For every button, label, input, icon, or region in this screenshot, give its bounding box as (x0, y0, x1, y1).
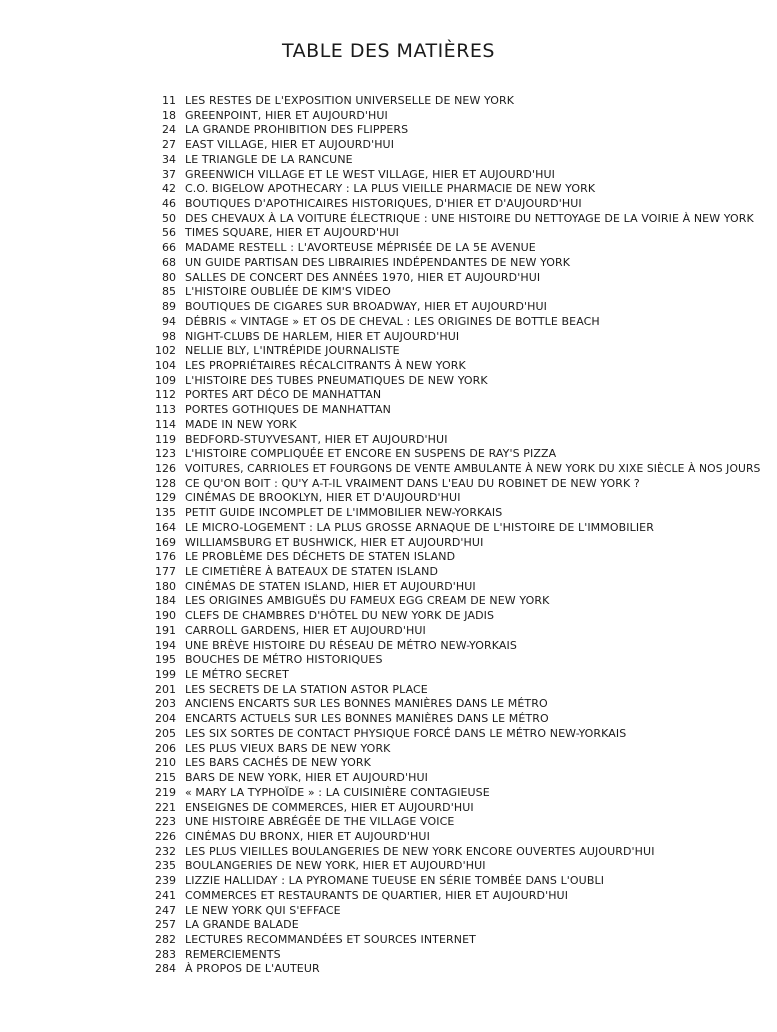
toc-page-number: 126 (155, 461, 176, 475)
toc-page-number: 215 (155, 771, 176, 785)
toc-entry (130, 697, 750, 712)
toc-entry (130, 874, 750, 889)
toc-page-number: 119 (155, 432, 176, 446)
toc-entry-title: REMERCIEMENTS (185, 947, 281, 961)
toc-entry (130, 683, 750, 698)
toc-entry-title: L'HISTOIRE COMPLIQUÉE ET ENCORE EN SUSPENS DE RAY'S PIZZA (185, 447, 557, 461)
toc-entry-title: CARROLL GARDENS, HIER ET AUJOURD'HUI (185, 623, 426, 637)
toc-page-number: 112 (155, 388, 176, 402)
toc-entry (130, 403, 750, 418)
toc-page-number: 98 (162, 329, 176, 343)
toc-entry-title: UN GUIDE PARTISAN DES LIBRAIRIES INDÉPENDANTES DE NEW YORK (185, 255, 571, 269)
toc-entry (130, 197, 750, 212)
toc-entry (130, 712, 750, 727)
toc-page-number: 109 (155, 373, 176, 387)
toc-entry (130, 359, 750, 374)
toc-page-number: 42 (162, 182, 176, 196)
toc-page-number: 169 (155, 535, 176, 549)
toc-entry-title: DÉBRIS « VINTAGE » ET OS DE CHEVAL : LES ORIGINES DE BOTTLE BEACH (185, 314, 600, 328)
toc-page-number: 219 (155, 785, 176, 799)
toc-entry (130, 933, 750, 948)
toc-page-number: 241 (155, 888, 176, 902)
toc-entry (130, 904, 750, 919)
toc-page-number: 184 (155, 594, 176, 608)
toc-page-number: 56 (162, 226, 176, 240)
toc-page-number: 11 (162, 94, 176, 107)
toc-entry-title: COMMERCES ET RESTAURANTS DE QUARTIER, HIER ET AUJOURD'HUI (185, 888, 569, 902)
toc-entry-title: CE QU'ON BOIT : QU'Y A-T-IL VRAIMENT DANS L'EAU DU ROBINET DE NEW YORK ? (185, 476, 640, 490)
toc-entry (130, 918, 750, 933)
toc-entry-title: LES RESTES DE L'EXPOSITION UNIVERSELLE DE NEW YORK (185, 94, 515, 107)
toc-entry-title: LE CIMETIÈRE À BATEAUX DE STATEN ISLAND (185, 565, 439, 578)
toc-entry (130, 491, 750, 506)
toc-entry-title: CLEFS DE CHAMBRES D'HÔTEL DU NEW YORK DE JADIS (185, 609, 495, 623)
toc-entry-title: WILLIAMSBURG ET BUSHWICK, HIER ET AUJOURD'HUI (185, 535, 484, 549)
toc-entry-title: ENSEIGNES DE COMMERCES, HIER ET AUJOURD'HUI (185, 800, 474, 814)
toc-page-number: 102 (155, 344, 176, 358)
toc-page-number: 123 (155, 447, 176, 461)
toc-entry-title: CINÉMAS DE BROOKLYN, HIER ET D'AUJOURD'HUI (185, 491, 461, 505)
toc-entry (130, 433, 750, 448)
toc-entry (130, 138, 750, 153)
toc-page-number: 104 (155, 358, 176, 372)
toc-entry-title: NELLIE BLY, L'INTRÉPIDE JOURNALISTE (185, 344, 400, 358)
toc-entry-title: MADAME RESTELL : L'AVORTEUSE MÉPRISÉE DE LA 5E AVENUE (185, 241, 536, 255)
toc-entry-title: LECTURES RECOMMANDÉES ET SOURCES INTERNET (185, 932, 476, 946)
toc-page-number: 128 (155, 476, 176, 490)
toc-entry (130, 624, 750, 639)
toc-page-number: 206 (155, 741, 176, 755)
toc-entry (130, 461, 761, 477)
toc-page-number: 210 (155, 756, 176, 770)
toc-entry-title: L'HISTOIRE DES TUBES PNEUMATIQUES DE NEW YORK (185, 373, 488, 387)
toc-page-number: 223 (155, 815, 176, 829)
toc-entry (130, 845, 750, 860)
toc-entry-title: CINÉMAS DE STATEN ISLAND, HIER ET AUJOURD'HUI (185, 579, 476, 593)
toc-entry (130, 521, 750, 536)
toc-entry-title: PORTES ART DÉCO DE MANHATTAN (185, 388, 382, 402)
toc-page-number: 199 (155, 668, 176, 682)
toc-entry-title: BOULANGERIES DE NEW YORK, HIER ET AUJOURD'HUI (185, 859, 486, 873)
toc-entry (130, 580, 750, 595)
toc-entry-title: LE PROBLÈME DES DÉCHETS DE STATEN ISLAND (185, 550, 456, 564)
toc-entry-title: L'HISTOIRE OUBLIÉE DE KIM'S VIDEO (185, 285, 391, 299)
toc-entry-title: LA GRANDE BALADE (185, 918, 299, 932)
toc-page-number: 221 (155, 800, 176, 814)
toc-entry-title: ENCARTS ACTUELS SUR LES BONNES MANIÈRES DANS LE MÉTRO (185, 712, 549, 726)
toc-page-number: 195 (155, 653, 176, 667)
toc-entry (130, 241, 750, 256)
toc-page-number: 203 (155, 697, 176, 711)
toc-entry-title: LES PLUS VIEUX BARS DE NEW YORK (185, 741, 391, 755)
table-of-contents (130, 94, 761, 977)
toc-page-number: 114 (155, 417, 176, 431)
toc-entry (130, 815, 750, 830)
toc-page-number: 66 (162, 241, 176, 255)
toc-entry-title: LES PLUS VIEILLES BOULANGERIES DE NEW YORK ENCORE OUVERTES AUJOURD'HUI (185, 844, 655, 858)
toc-page-number: 85 (162, 285, 176, 299)
toc-entry (130, 315, 750, 330)
toc-entry-title: SALLES DE CONCERT DES ANNÉES 1970, HIER ET AUJOURD'HUI (185, 270, 541, 284)
toc-entry (130, 756, 750, 771)
toc-page-number: 113 (155, 403, 176, 417)
toc-page-number: 68 (162, 255, 176, 269)
toc-entry (130, 727, 750, 742)
toc-entry (130, 742, 750, 757)
toc-entry (130, 506, 750, 521)
toc-page-number: 129 (155, 491, 176, 505)
toc-entry-title: LE MÉTRO SECRET (185, 668, 289, 682)
toc-page-number: 94 (162, 314, 176, 328)
toc-entry-title: DES CHEVAUX À LA VOITURE ÉLECTRIQUE : UNE HISTOIRE DU NETTOYAGE DE LA VOIRIE À NEW YORK (185, 211, 754, 225)
toc-entry (130, 123, 750, 138)
toc-page-number: 226 (155, 829, 176, 843)
toc-page-number: 89 (162, 300, 176, 314)
toc-entry (130, 168, 750, 183)
toc-entry-title: LES BARS CACHÉS DE NEW YORK (185, 756, 371, 770)
toc-entry (130, 418, 750, 433)
toc-page-number: 80 (162, 270, 176, 284)
toc-entry-title: LE MICRO-LOGEMENT : LA PLUS GROSSE ARNAQUE DE L'HISTOIRE DE L'IMMOBILIER (185, 520, 654, 534)
toc-page-number: 37 (162, 167, 176, 181)
toc-entry (130, 153, 750, 168)
toc-page-number: 27 (162, 138, 176, 152)
toc-entry-title: TIMES SQUARE, HIER ET AUJOURD'HUI (185, 226, 399, 240)
toc-entry-title: PORTES GOTHIQUES DE MANHATTAN (185, 403, 391, 417)
toc-entry (130, 639, 750, 654)
toc-page-number: 177 (155, 565, 176, 578)
toc-entry-title: PETIT GUIDE INCOMPLET DE L'IMMOBILIER NEW-YORKAIS (185, 506, 503, 520)
toc-entry-title: BOUTIQUES D'APOTHICAIRES HISTORIQUES, D'HIER ET D'AUJOURD'HUI (185, 197, 582, 211)
toc-page-number: 180 (155, 579, 176, 593)
toc-entry (130, 344, 750, 359)
toc-entry-title: BEDFORD-STUYVESANT, HIER ET AUJOURD'HUI (185, 432, 448, 446)
toc-page-number: 50 (162, 211, 176, 225)
toc-entry-title: BOUCHES DE MÉTRO HISTORIQUES (185, 653, 383, 667)
toc-entry (130, 609, 750, 624)
toc-page-number: 232 (155, 844, 176, 858)
toc-entry (130, 771, 750, 786)
toc-entry (130, 948, 750, 963)
toc-entry-title: ANCIENS ENCARTS SUR LES BONNES MANIÈRES DANS LE MÉTRO (185, 697, 548, 711)
toc-entry-title: NIGHT-CLUBS DE HARLEM, HIER ET AUJOURD'HUI (185, 329, 460, 343)
toc-entry-title: EAST VILLAGE, HIER ET AUJOURD'HUI (185, 138, 395, 152)
toc-entry (130, 300, 750, 315)
toc-entry-title: UNE BRÈVE HISTOIRE DU RÉSEAU DE MÉTRO NEW-YORKAIS (185, 638, 517, 652)
toc-entry (130, 447, 750, 462)
toc-page-number: 191 (155, 623, 176, 637)
toc-page-number: 205 (155, 726, 176, 740)
toc-entry-title: LE NEW YORK QUI S'EFFACE (185, 903, 341, 917)
toc-entry (130, 668, 750, 683)
toc-entry-title: LIZZIE HALLIDAY : LA PYROMANE TUEUSE EN SÉRIE TOMBÉE DANS L'OUBLI (185, 874, 605, 888)
toc-entry-title: À PROPOS DE L'AUTEUR (185, 962, 320, 976)
toc-entry (130, 182, 750, 197)
toc-page-number: 283 (155, 947, 176, 961)
toc-page-number: 24 (162, 123, 176, 137)
toc-page-number: 190 (155, 609, 176, 623)
toc-page-number: 201 (155, 682, 176, 696)
toc-entry-title: LE TRIANGLE DE LA RANCUNE (185, 152, 353, 166)
toc-entry-title: C.O. BIGELOW APOTHECARY : LA PLUS VIEILLE PHARMACIE DE NEW YORK (185, 182, 596, 196)
toc-page-number: 284 (155, 962, 176, 976)
toc-entry-title: GREENWICH VILLAGE ET LE WEST VILLAGE, HIER ET AUJOURD'HUI (185, 167, 555, 181)
toc-entry (130, 109, 750, 124)
toc-entry-title: VOITURES, CARRIOLES ET FOURGONS DE VENTE AMBULANTE À NEW YORK DU XIXE SIÈCLE À NOS JOURS (185, 461, 761, 475)
toc-entry (130, 374, 750, 389)
toc-page-number: 282 (155, 932, 176, 946)
toc-entry-title: UNE HISTOIRE ABRÉGÉE DE THE VILLAGE VOICE (185, 815, 455, 829)
toc-entry (130, 94, 750, 109)
toc-entry (130, 211, 754, 227)
toc-entry (130, 271, 750, 286)
toc-page-number: 194 (155, 638, 176, 652)
toc-page-number: 204 (155, 712, 176, 726)
toc-page-number: 247 (155, 903, 176, 917)
toc-page-number: 257 (155, 918, 176, 932)
toc-entry (130, 330, 750, 345)
toc-entry-title: LA GRANDE PROHIBITION DES FLIPPERS (185, 123, 409, 137)
toc-entry (130, 550, 750, 565)
toc-entry (130, 536, 750, 551)
toc-page-number: 164 (155, 520, 176, 534)
toc-entry-title: GREENPOINT, HIER ET AUJOURD'HUI (185, 108, 388, 122)
toc-page-number: 235 (155, 859, 176, 873)
toc-entry-title: LES SIX SORTES DE CONTACT PHYSIQUE FORCÉ DANS LE MÉTRO NEW-YORKAIS (185, 726, 627, 740)
toc-entry-title: MADE IN NEW YORK (185, 417, 297, 431)
toc-page-number: 176 (155, 550, 176, 564)
toc-entry (130, 859, 750, 874)
toc-entry (130, 226, 750, 241)
toc-entry-title: LES SECRETS DE LA STATION ASTOR PLACE (185, 682, 428, 696)
toc-page-number: 34 (162, 152, 176, 166)
toc-entry-title: CINÉMAS DU BRONX, HIER ET AUJOURD'HUI (185, 829, 430, 843)
toc-entry (130, 801, 750, 816)
toc-entry (130, 830, 750, 845)
toc-entry (130, 786, 750, 801)
toc-entry (130, 653, 750, 668)
toc-entry-title: LES PROPRIÉTAIRES RÉCALCITRANTS À NEW YORK (185, 358, 466, 372)
toc-entry-title: « MARY LA TYPHOÏDE » : LA CUISINIÈRE CONTAGIEUSE (185, 785, 490, 799)
toc-entry (130, 889, 750, 904)
toc-entry (130, 565, 750, 580)
toc-page-number: 18 (162, 108, 176, 122)
page-title: TABLE DES MATIÈRES (282, 40, 495, 62)
toc-page-number: 46 (162, 197, 176, 211)
toc-entry-title: BOUTIQUES DE CIGARES SUR BROADWAY, HIER ET AUJOURD'HUI (185, 300, 548, 314)
toc-entry (130, 256, 750, 271)
toc-entry (130, 477, 750, 492)
toc-entry (130, 388, 750, 403)
toc-entry-title: LES ORIGINES AMBIGUËS DU FAMEUX EGG CREAM DE NEW YORK (185, 594, 550, 608)
toc-page-number: 135 (155, 506, 176, 520)
toc-entry-title: BARS DE NEW YORK, HIER ET AUJOURD'HUI (185, 771, 428, 785)
toc-entry (130, 285, 750, 300)
toc-entry (130, 962, 750, 977)
toc-page-number: 239 (155, 874, 176, 888)
toc-entry (130, 594, 750, 609)
